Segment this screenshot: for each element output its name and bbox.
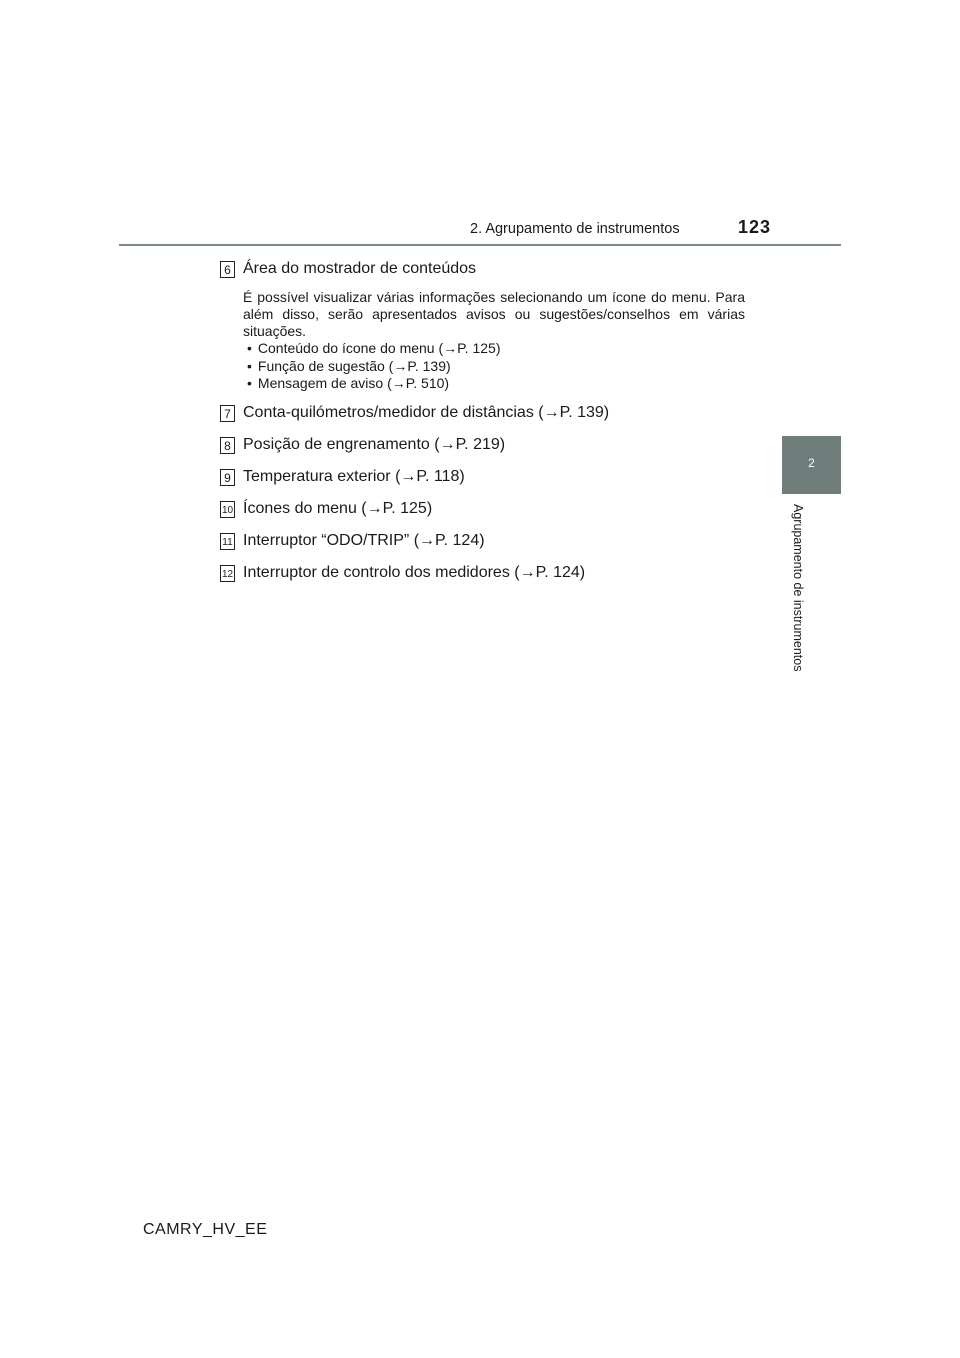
list-item: • Conteúdo do ícone do menu (→P. 125) [247, 340, 500, 358]
list-item: • Função de sugestão (→P. 139) [247, 358, 500, 376]
item-12-number-box: 12 [220, 565, 235, 582]
item-6-bullet-list [247, 340, 500, 393]
item-10-text: Ícones do menu (→P. 125) [243, 500, 433, 517]
chapter-side-label [786, 504, 810, 700]
item-7-number-box: 7 [220, 405, 235, 422]
item-8-number-box: 8 [220, 437, 235, 454]
header-title: 2. Agrupamento de instrumentos [470, 221, 680, 237]
item-9-number-box: 9 [220, 469, 235, 486]
item-6-title: Área do mostrador de conteúdos [243, 260, 477, 277]
item-9-text: Temperatura exterior (→P. 118) [243, 468, 465, 485]
item-6-description: É possível visualizar várias informações selecionando um ícone do menu. Para além disso, serão apresentados avisos ou sugestões/conselhos em várias situações. [243, 289, 745, 339]
page-number: 123 [738, 217, 772, 237]
chapter-tab [782, 436, 841, 494]
item-6-number-box: 6 [220, 261, 235, 278]
item-10-number-box: 10 [220, 501, 235, 518]
item-11-number-box: 11 [220, 533, 235, 550]
header-divider [119, 244, 841, 246]
item-7-text: Conta-quilómetros/medidor de distâncias (→P. 139) [243, 404, 610, 421]
item-8-text: Posição de engrenamento (→P. 219) [243, 436, 506, 453]
footer-model-code: CAMRY_HV_EE [143, 1221, 268, 1238]
list-item: • Mensagem de aviso (→P. 510) [247, 375, 500, 393]
chapter-number: 2 [808, 456, 815, 470]
item-12-text: Interruptor de controlo dos medidores (→P. 124) [243, 564, 586, 581]
chapter-label: Agrupamento de instrumentos [791, 504, 805, 672]
item-11-text: Interruptor “ODO/TRIP” (→P. 124) [243, 532, 485, 549]
